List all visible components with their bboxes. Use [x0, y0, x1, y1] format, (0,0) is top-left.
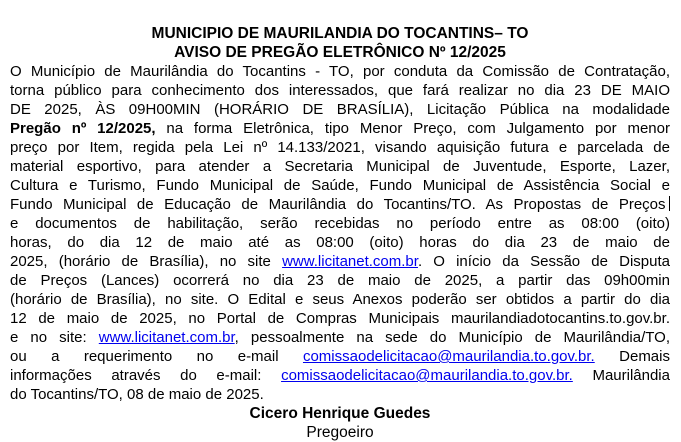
body-line [10, 271, 670, 290]
body-line [10, 138, 670, 157]
body-text: Fundo Municipal de Educação de Maurilândia do Tocantins/TO. As Propostas de Preços [10, 196, 666, 213]
body-line [10, 233, 670, 252]
pregao-number-bold: Pregão nº 12/2025, [10, 120, 156, 137]
notice-body [10, 62, 670, 404]
comissao-email-link-2[interactable]: comissaodelicitacao@maurilandia.to.gov.br. [281, 367, 573, 384]
body-text: 2025, (horário de Brasília), no site [10, 253, 283, 270]
body-line [10, 366, 670, 385]
body-text: ou a requerimento no e-mail [10, 348, 303, 365]
body-text: e no site: [10, 329, 99, 346]
body-text: de Preços (Lances) ocorrerá no dia 23 de maio de 2025, a partir das 09h00min [10, 272, 670, 289]
body-line [10, 347, 670, 366]
body-text: . O início da Sessão de Disputa [417, 253, 670, 270]
body-line [10, 252, 670, 271]
body-line [10, 81, 670, 100]
signature-name: Cicero Henrique Guedes [249, 405, 431, 422]
body-text: torna público para conhecimento dos interessados, que fará realizar no dia 23 DE MAIO [10, 82, 670, 99]
body-line [10, 309, 670, 328]
body-line [10, 62, 670, 81]
body-line [10, 385, 670, 404]
body-line [10, 100, 670, 119]
body-line [10, 157, 670, 176]
licitanet-link-2[interactable]: www.licitanet.com.br [98, 329, 235, 346]
body-text: e documentos de habilitação, serão recebidas no período entre as 08:00 (oito) [10, 215, 670, 232]
body-text: O Município de Maurilândia do Tocantins - TO, por conduta da Comissão de Contratação, [10, 63, 670, 80]
document-title-municipality: MUNICIPIO DE MAURILANDIA DO TOCANTINS– TO [151, 25, 529, 42]
body-text: DE 2025, ÀS 09H00MIN (HORÁRIO DE BRASÍLIA), Licitação Pública na modalidade [10, 101, 670, 118]
body-text: (horário de Brasília), no site. O Edital e seus Anexos poderão ser obtidos a partir do dia [10, 291, 670, 308]
body-line [10, 176, 670, 195]
body-line [10, 328, 670, 347]
body-text: Demais [594, 348, 670, 365]
body-text: , pessoalmente na sede do Município de Maurilândia/TO, [234, 329, 670, 346]
body-text: 12 de maio de 2025, no Portal de Compras Municipais maurilandiadotocantins.to.gov.br. [10, 310, 670, 327]
body-line [10, 119, 670, 138]
comissao-email-link-1[interactable]: comissaodelicitacao@maurilandia.to.gov.br. [302, 348, 595, 365]
body-text: do Tocantins/TO, 08 de maio de 2025. [10, 386, 264, 403]
body-text: Cultura e Turismo, Fundo Municipal de Saúde, Fundo Municipal de Assistência Social e [10, 177, 670, 194]
document-title-notice: AVISO DE PREGÃO ELETRÔNICO Nº 12/2025 [174, 44, 506, 61]
body-text: Maurilândia [572, 367, 670, 384]
body-text: informações através do e-mail: [10, 367, 282, 384]
body-text: preço por Item, regida pela Lei nº 14.133/2021, visando aquisição futura e parcelada de [10, 139, 670, 156]
licitanet-link-1[interactable]: www.licitanet.com.br [282, 253, 418, 270]
text-cursor [669, 196, 671, 211]
body-text: material esportivo, para atender a Secretaria Municipal de Juventude, Esporte, Lazer, [10, 158, 670, 175]
body-text: na forma Eletrônica, tipo Menor Preço, com Julgamento por menor [155, 120, 670, 137]
body-line [10, 290, 670, 309]
body-line [10, 214, 670, 233]
body-text: horas, do dia 12 de maio até as 08:00 (oito) horas do dia 23 de maio de [10, 234, 670, 251]
signature-role: Pregoeiro [306, 424, 374, 441]
body-line [10, 195, 670, 214]
